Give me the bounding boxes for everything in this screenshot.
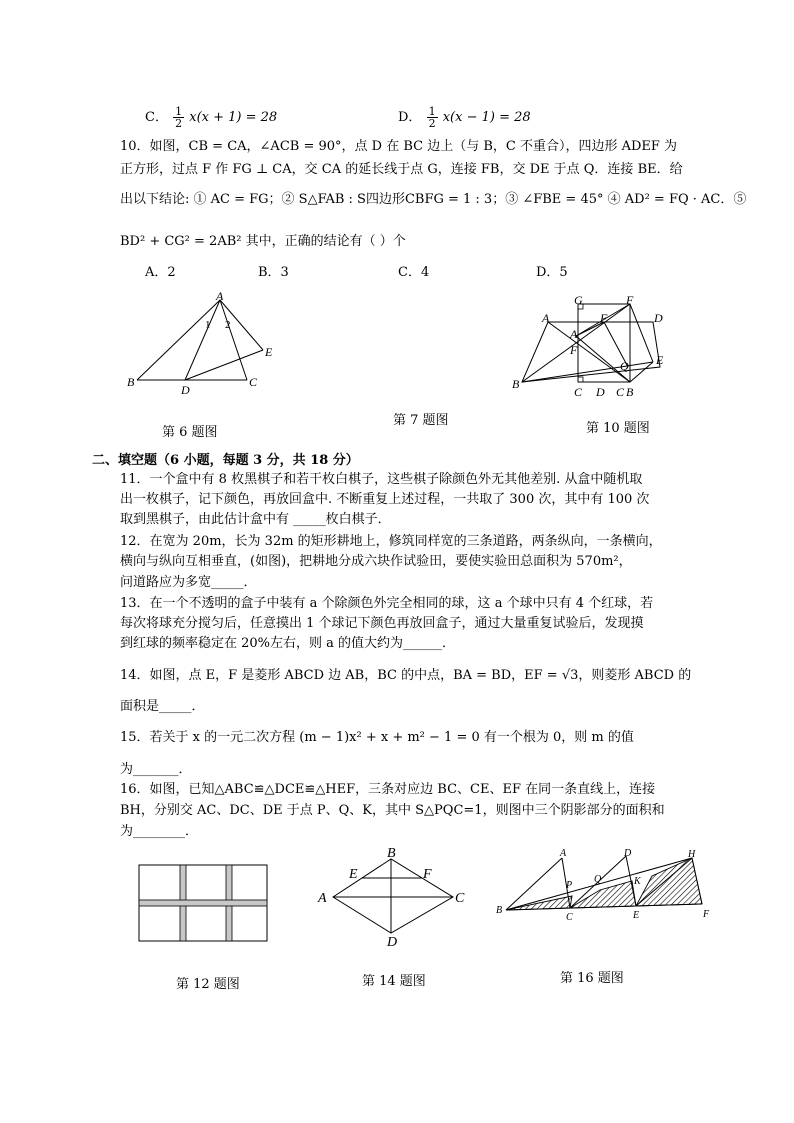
q11-line-2: 出一枚棋子，记下颜色，再放回盒中. 不断重复上述过程，一共取了 300 次，其中有 100 次 [120, 492, 650, 507]
figure-10 [508, 292, 678, 402]
fig16-shaded-2 [570, 881, 636, 908]
fig16-label-h: H [688, 849, 696, 860]
fig16-label-q: Q [594, 874, 602, 885]
q10-line-4: BD² + CG² = 2AB² 其中，正确的结论有（ ）个 [120, 234, 406, 249]
figure-16 [492, 846, 717, 926]
option-label: C． [145, 110, 168, 125]
option-label: D． [398, 110, 422, 125]
fig14-label-b: B [387, 846, 396, 861]
fig14-label-f: F [423, 867, 432, 882]
fig10-right-angle-c [578, 377, 583, 382]
fig10-outer-quad [522, 322, 660, 382]
fig6-segment-ab [137, 300, 220, 380]
q10-option-a: A．2 [145, 265, 176, 280]
q10-line-1: 10．如图，CB = CA，∠ACB = 90°，点 D 在 BC 边上（与 B，C 不重合），四边形 ADEF 为 [120, 139, 678, 154]
fig10-label-b: B [512, 377, 520, 391]
q10-line-2: 正方形，过点 F 作 FG ⊥ CA，交 CA 的延长线于点 G，连接 FB，交 DE 于点 Q．连接 BE．给 [120, 162, 683, 177]
q10-option-c: C．4 [398, 265, 430, 280]
q12-line-1: 12．在宽为 20m，长为 32m 的矩形耕地上，修筑同样宽的三条道路，两条纵向，一条横向， [120, 534, 662, 549]
fig10-segment-fe [630, 304, 653, 362]
fig10-label-q: Q [620, 359, 629, 373]
fraction [173, 106, 184, 129]
q14-line-1: 14．如图，点 E，F 是菱形 ABCD 边 AB，BC 的中点，BA = BD，EF = √3，则菱形 ABCD 的 [120, 668, 692, 683]
fig10-label-a: A [542, 311, 550, 325]
q16-line-3: 为________． [120, 824, 199, 839]
q13-line-3: 到红球的频率稳定在 20%左右，则 a 的值大约为______． [120, 636, 456, 651]
q11-line-3: 取到黑棋子，由此估计盒中有 _____枚白棋子． [120, 512, 391, 527]
fig10-label-f: F [626, 293, 634, 307]
q13-line-2: 每次将球充分搅匀后，任意摸出 1 个球记下颜色再放回盒子，通过大量重复试验后，发现摸 [120, 616, 644, 631]
q9-option-c [145, 106, 277, 129]
fig10-diagonal [548, 322, 630, 382]
q13-line-1: 13．在一个不透明的盒子中装有 a 个除颜色外完全相同的球，这 a 个球中只有 4 个红球，若 [120, 596, 654, 611]
fig6-angle-2: 2 [225, 319, 231, 331]
fig6-angle-1: 1 [205, 319, 211, 331]
fig16-label-e: E [633, 910, 640, 921]
fig12-road-horizontal [139, 900, 267, 906]
fig14-label-d: D [387, 935, 398, 950]
fraction-denominator: 2 [428, 117, 436, 130]
fig10-label-f-inner: F [570, 343, 578, 357]
fig12-caption: 第 12 题图 [176, 977, 240, 992]
q15-line-2: 为_______． [120, 762, 192, 777]
fig6-label-a: A [216, 290, 224, 303]
q10-option-d: D．5 [536, 265, 568, 280]
fig10-label-a-inner: A [570, 327, 578, 341]
q12-line-3: 问道路应为多宽_____． [120, 575, 257, 590]
option-expression: x(x − 1) = 28 [442, 110, 531, 125]
figure-14 [313, 845, 473, 950]
fig6-label-d: D [181, 383, 190, 397]
fig16-label-k: K [634, 876, 641, 887]
figure-12 [138, 864, 270, 944]
fig6-label-c: C [249, 375, 258, 389]
fig10-label-d-bottom: D [596, 385, 605, 399]
q10-line-3: 出以下结论: ① AC = FG；② S△FAB : S四边形CBFG = 1 : 3；③ ∠FBE = 45° ④ AD² = FQ · AC．⑤ [120, 192, 747, 207]
q14-line-2: 面积是_____． [120, 699, 205, 714]
figure-6 [125, 290, 285, 400]
fig6-label-e: E [265, 345, 273, 359]
fig16-caption: 第 16 题图 [560, 971, 624, 986]
option-expression: x(x + 1) = 28 [189, 110, 278, 125]
fig6-label-b: B [127, 375, 135, 389]
fig14-caption: 第 14 题图 [362, 974, 426, 989]
fig10-label-d: D [654, 311, 663, 325]
section-title: 二、填空题（6 小题，每题 3 分，共 18 分） [92, 453, 359, 468]
fig16-label-d: D [624, 848, 632, 859]
fig14-label-a: A [318, 891, 327, 906]
q10-option-b: B．3 [258, 265, 289, 280]
fig10-caption: 第 10 题图 [586, 421, 650, 436]
fig16-label-a: A [560, 848, 567, 859]
q15-line-1: 15．若关于 x 的一元二次方程 (m − 1)x² + x + m² − 1 = 0 有一个根为 0，则 m 的值 [120, 730, 634, 745]
fig16-label-f: F [703, 909, 710, 920]
fig16-label-c: C [566, 912, 573, 923]
fig7-caption: 第 7 题图 [393, 413, 449, 428]
fig10-label-f-mid: F [600, 311, 608, 325]
fig16-shaded-3 [636, 858, 702, 906]
fig10-label-c: C [574, 385, 583, 399]
fig10-label-b2: B [626, 385, 634, 399]
fraction-numerator: 1 [175, 105, 183, 118]
fig14-label-c: C [455, 891, 465, 906]
fig16-label-p: P [566, 880, 573, 891]
fraction-denominator: 2 [175, 117, 183, 130]
fraction-numerator: 1 [428, 105, 436, 118]
fig10-label-e: E [656, 353, 664, 367]
q11-line-1: 11．一个盒中有 8 枚黑棋子和若干枚白棋子，这些棋子除颜色外无其他差别. 从盒中随机取 [120, 472, 643, 487]
q16-line-1: 16．如图，已知△ABC≌△DCE≌△HEF，三条对应边 BC、CE、EF 在同一条直线上，连接 [120, 782, 656, 797]
fig6-caption: 第 6 题图 [162, 425, 218, 440]
fig10-label-g: G [574, 293, 583, 307]
q9-option-d [398, 106, 531, 129]
fig6-segment-ac [220, 300, 247, 380]
fig6-segment-ad [185, 300, 220, 380]
fraction [427, 106, 438, 129]
q12-line-2: 横向与纵向互相垂直，(如图)，把耕地分成六块作试验田，要使实验田总面积为 570m²， [120, 554, 632, 569]
fig14-label-e: E [349, 867, 358, 882]
q16-line-2: BH，分别交 AC、DC、DE 于点 P、Q、K，其中 S△PQC=1，则图中三个阴影部分的面积和 [120, 803, 665, 818]
fig10-label-c2: C [616, 385, 625, 399]
fig16-label-b: B [496, 905, 503, 916]
